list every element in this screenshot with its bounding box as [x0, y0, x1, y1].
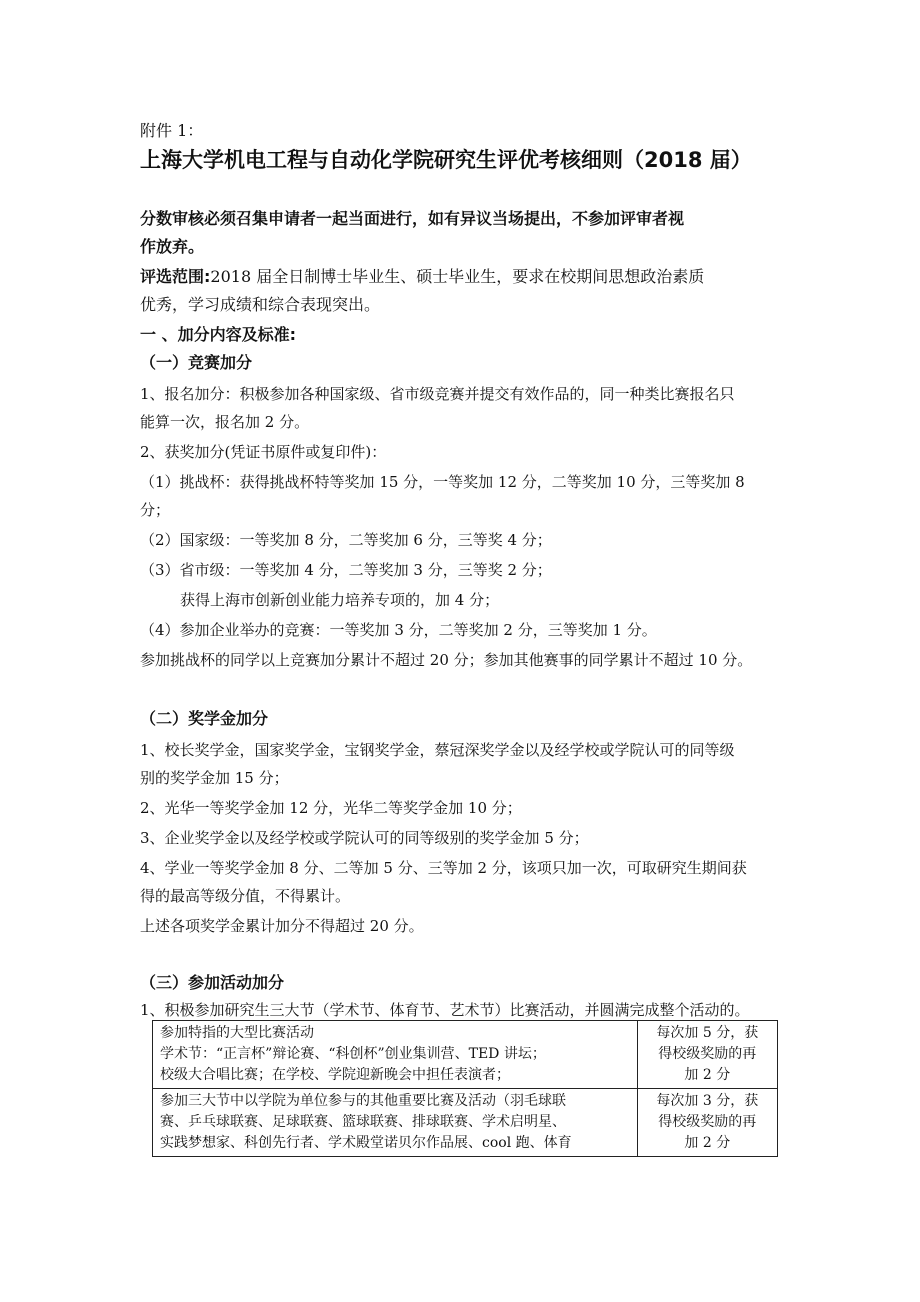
scholarship-item-4-line-2: 得的最高等级分值，不得累计。: [140, 887, 351, 905]
activity-score-line: 加 2 分: [684, 1067, 731, 1083]
scope-line-2: 优秀，学习成绩和综合表现突出。: [140, 295, 381, 314]
attachment-label: 附件 1：: [140, 121, 204, 140]
competition-sub-2: （2）国家级：一等奖加 8 分，二等奖加 6 分，三等奖 4 分；: [140, 531, 552, 549]
notice-line-1: 分数审核必须召集申请者一起当面进行，如有异议当场提出，不参加评审者视: [140, 209, 685, 228]
notice-line-2: 作放弃。: [140, 237, 205, 256]
competition-sub-1-line-1: （1）挑战杯：获得挑战杯特等奖加 15 分，一等奖加 12 分，二等奖加 10 分，三等奖加 8: [140, 473, 745, 491]
scholarship-item-1-line-1: 1、校长奖学金，国家奖学金，宝钢奖学金，蔡冠深奖学金以及经学校或学院认可的同等级: [140, 741, 735, 759]
activity-desc-line: 赛、乒乓球联赛、足球联赛、篮球联赛、排球联赛、学术启明星、: [160, 1114, 566, 1130]
activity-score-line: 每次加 3 分，获: [656, 1093, 759, 1109]
activity-desc-line: 学术节：“正言杯”辩论赛、“科创杯”创业集训营、TED 讲坛；: [160, 1046, 546, 1062]
competition-sub-3-extra: 获得上海市创新创业能力培养专项的，加 4 分；: [180, 591, 500, 609]
activity-desc-line: 参加三大节中以学院为单位参与的其他重要比赛及活动（羽毛球联: [160, 1093, 566, 1109]
activities-heading: （三）参加活动加分: [140, 973, 285, 992]
table-row: [153, 1021, 778, 1089]
scope-label: 评选范围:: [140, 267, 211, 286]
activity-score-line: 每次加 5 分，获: [656, 1025, 759, 1041]
activity-score-line: 得校级奖励的再: [658, 1114, 757, 1130]
competition-sub-1-line-2: 分；: [140, 501, 171, 519]
competition-sub-4: （4）参加企业举办的竞赛：一等奖加 3 分，二等奖加 2 分，三等奖加 1 分。: [140, 621, 657, 639]
activity-desc-line: 实践梦想家、科创先行者、学术殿堂诺贝尔作品展、cool 跑、体育: [160, 1135, 572, 1151]
activity-score-cell: [637, 1089, 777, 1157]
competition-heading: （一）竞赛加分: [140, 353, 253, 372]
competition-item-1-line-1: 1、报名加分：积极参加各种国家级、省市级竞赛并提交有效作品的，同一种类比赛报名只: [140, 385, 735, 403]
scholarship-item-1-line-2: 别的奖学金加 15 分；: [140, 769, 289, 787]
table-row: [153, 1089, 778, 1157]
scholarship-cap: 上述各项奖学金累计加分不得超过 20 分。: [140, 917, 424, 935]
activity-description-cell: [153, 1021, 638, 1089]
scholarship-item-2: 2、光华一等奖学金加 12 分，光华二等奖学金加 10 分；: [140, 799, 522, 817]
scholarship-item-3: 3、企业奖学金以及经学校或学院认可的同等级别的奖学金加 5 分；: [140, 829, 589, 847]
competition-cap: 参加挑战杯的同学以上竞赛加分累计不超过 20 分；参加其他赛事的同学累计不超过 10 分。: [140, 651, 753, 669]
activity-score-cell: [637, 1021, 777, 1089]
competition-sub-3: （3）省市级：一等奖加 4 分，二等奖加 3 分，三等奖 2 分；: [140, 561, 552, 579]
activity-desc-line: 参加特指的大型比赛活动: [160, 1025, 314, 1041]
document-title: 上海大学机电工程与自动化学院研究生评优考核细则（2018 届）: [140, 148, 752, 172]
scope-line-1: [140, 266, 704, 288]
activity-description-cell: [153, 1089, 638, 1157]
activity-desc-line: 校级大合唱比赛；在学校、学院迎新晚会中担任表演者；: [160, 1067, 510, 1083]
activity-score-line: 得校级奖励的再: [658, 1046, 757, 1062]
scope-text-1: 2018 届全日制博士毕业生、硕士毕业生，要求在校期间思想政治素质: [210, 267, 705, 286]
competition-item-1-line-2: 能算一次，报名加 2 分。: [140, 413, 310, 431]
activity-score-line: 加 2 分: [684, 1135, 731, 1151]
scholarship-heading: （二）奖学金加分: [140, 709, 269, 728]
scholarship-item-4-line-1: 4、学业一等奖学金加 8 分、二等加 5 分、三等加 2 分，该项只加一次，可取研究生期间获: [140, 859, 747, 877]
competition-item-2: 2、获奖加分(凭证书原件或复印件)：: [140, 443, 387, 461]
activities-item-1: 1、积极参加研究生三大节（学术节、体育节、艺术节）比赛活动，并圆满完成整个活动的。: [140, 1001, 750, 1019]
activities-table: [152, 1020, 778, 1157]
section-1-heading: 一 、加分内容及标准:: [140, 325, 296, 344]
